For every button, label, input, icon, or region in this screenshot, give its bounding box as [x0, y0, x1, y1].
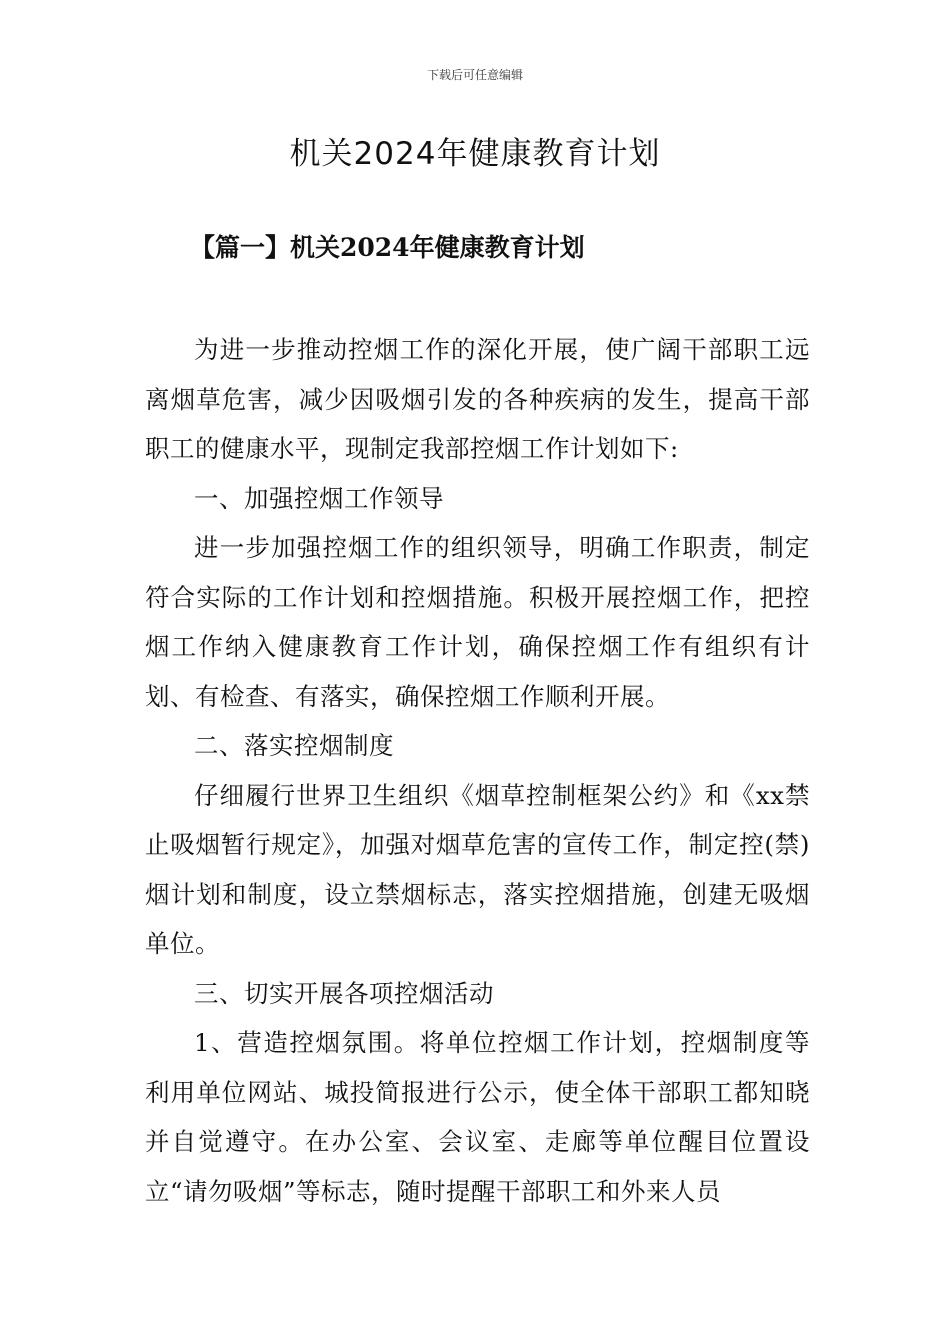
document-body	[145, 325, 810, 1216]
document-title: 机关2024年健康教育计划	[289, 136, 661, 172]
paragraph-intro: 为进一步推动控烟工作的深化开展，使广阔干部职工远离烟草危害，减少因吸烟引发的各种疾病的发生，提高干部职工的健康水平，现制定我部控烟工作计划如下:	[145, 335, 810, 463]
paragraph-system: 仔细履行世界卫生组织《烟草控制框架公约》和《xx禁止吸烟暂行规定》，加强对烟草危害的宣传工作，制定控(禁)烟计划和制度，设立禁烟标志，落实控烟措施，创建无吸烟单位。	[145, 780, 810, 958]
heading-system: 二、落实控烟制度	[194, 731, 394, 760]
paragraph-atmosphere: 1、营造控烟氛围。将单位控烟工作计划，控烟制度等利用单位网站、城投简报进行公示，使全体干部职工都知晓并自觉遵守。在办公室、会议室、走廊等单位醒目位置设立“请勿吸烟”等标志，随时提醒干部职工和外来人员	[145, 1028, 810, 1206]
heading-activities: 三、切实开展各项控烟活动	[194, 978, 494, 1008]
heading-leadership: 一、加强控烟工作领导	[194, 483, 444, 513]
paragraph-leadership: 进一步加强控烟工作的组织领导，明确工作职责，制定符合实际的工作计划和控烟措施。积极开展控烟工作，把控烟工作纳入健康教育工作计划，确保控烟工作有组织有计划、有检查、有落实，确保控烟工作顺利开展。	[145, 533, 810, 711]
section-title: 【篇一】机关2024年健康教育计划	[190, 233, 585, 262]
header-note: 下载后可任意编辑	[426, 68, 523, 82]
